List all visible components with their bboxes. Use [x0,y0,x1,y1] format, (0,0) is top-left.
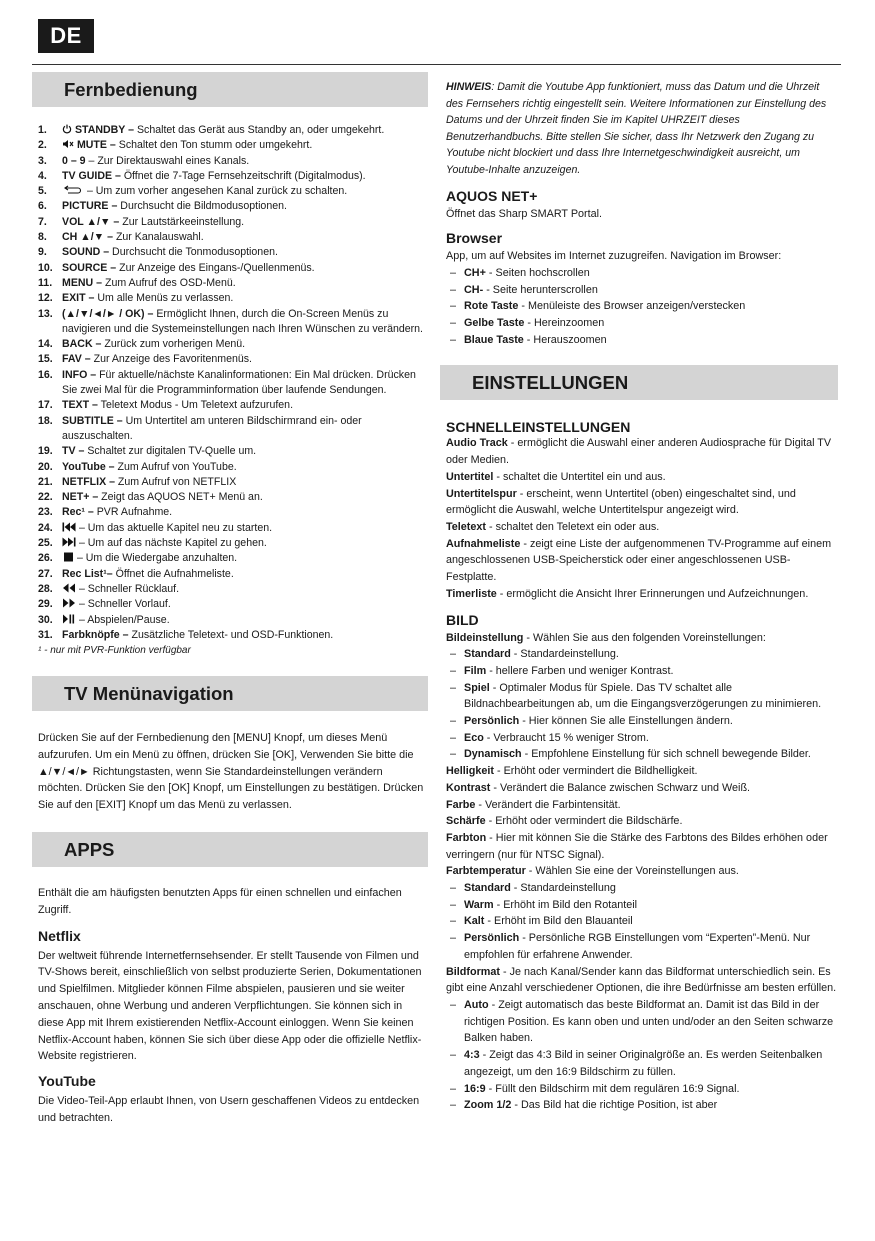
remote-item [38,628,428,643]
setting-item [440,830,838,863]
item-term: Gelbe Taste [464,317,525,330]
item-number: 1. [38,124,47,136]
list-item [446,1081,838,1098]
youtube-heading: YouTube [38,1073,96,1090]
item-key: TEXT – [62,399,98,412]
netflix-text: Der weltweit führende Internetfernsehsender. Er stellt Tausende von Filmen und TV-Shows bereit, einschließlich von selbst produzierte Serien, Dokumentationen und Spielfilmen. Mitglieder können Filme abspielen, pausieren und sie weiter anschauen, ohne Werbung und anderen Verpflichtungen. Sie können sich in diese App mit Ihrem existierenden Netflix-Account einloggen. Wenn Sie keinen Netflix-Account haben, können Sie sich über diese App oder die offizielle Netflix-Website registrieren. [38,949,422,1063]
setting-item [440,780,838,797]
item-desc: - Verbraucht 15 % weniger Strom. [483,731,649,744]
item-key: Rec List¹– [62,567,113,580]
remote-item [38,444,428,459]
note-label: HINWEIS [446,81,492,93]
setting-item [440,519,838,536]
item-number: 25. [38,537,53,550]
item-term: CH- [464,283,484,296]
item-number: 26. [38,552,53,565]
remote-item [38,307,428,338]
item-number: 24. [38,521,53,534]
item-term: 4:3 [464,1049,480,1062]
item-key: NETFLIX – [62,475,115,488]
item-number: 10. [38,261,53,274]
stop-icon [62,552,74,564]
item-number: 11. [38,276,53,289]
item-number: 23. [38,506,53,519]
list-item [446,897,838,914]
item-desc: Zur Lautstärkeeinstellung. [119,215,245,228]
schnell-heading: SCHNELLEINSTELLUNGEN [446,419,631,436]
list-item [446,880,838,897]
setting-item [440,469,838,486]
item-term: Blaue Taste [464,333,524,346]
item-term: 16:9 [464,1082,486,1095]
item-desc: - Hereinzoomen [524,317,605,330]
remote-item [38,245,428,260]
youtube-note [440,79,838,179]
item-number: 4. [38,169,47,182]
item-desc: - Seite herunterscrollen [483,283,598,296]
item-term: Audio Track [446,437,508,450]
item-number: 27. [38,567,53,580]
item-desc: Für aktuelle/nächste Kanalinformationen: Ein Mal drücken. Drücken Sie zwei Mal für die Programminformation über laufende Sendungen. [62,368,416,397]
bild-heading: BILD [446,611,479,628]
remote-item [38,154,428,169]
item-desc: - Seiten hochscrollen [485,266,590,279]
section-title-fernbedienung: Fernbedienung [32,72,428,107]
setting-item [440,486,838,519]
setting-item [440,435,838,468]
item-term: Persönlich [464,932,520,945]
item-number: 20. [38,460,53,473]
item-key: MENU – [62,276,103,289]
quick-settings-list [440,435,838,602]
item-number: 13. [38,307,53,320]
dash-bullet: – [450,748,457,761]
dash-bullet: – [450,283,457,296]
apps-intro: Enthält die am häufigsten benutzten Apps für einen schnellen und einfachen Zugriff. [38,887,402,916]
remote-item [38,230,428,245]
skip-forward-icon [62,537,76,549]
item-number: 29. [38,598,53,611]
item-number: 31. [38,628,53,641]
list-item [446,1097,838,1114]
item-key: Rec¹ – [62,506,94,519]
dash-bullet: – [450,664,457,677]
list-item [446,315,838,332]
remote-item [38,505,428,520]
browser-text: App, um auf Websites im Internet zuzugreifen. Navigation im Browser: [446,250,782,263]
dash-bullet: – [450,731,457,744]
item-desc: – Um zum vorher angesehen Kanal zurück zu schalten. [84,185,348,198]
item-term: Schärfe [446,815,486,828]
item-desc: - Standardeinstellung. [510,648,619,661]
list-item [446,713,838,730]
remote-item [38,215,428,230]
remote-item [38,184,428,199]
item-desc: Um alle Menüs zu verlassen. [94,292,234,305]
item-desc: - ermöglicht die Ansicht Ihrer Erinnerungen und Aufzeichnungen. [496,587,809,600]
item-desc: Zum Aufruf von YouTube. [114,460,237,473]
item-key: SUBTITLE – [62,414,123,427]
item-number: 22. [38,491,53,504]
color-temp-list [440,880,838,964]
item-term: Farbton [446,831,487,844]
remote-control-list [32,123,428,643]
item-number: 21. [38,475,53,488]
item-term: Farbtemperatur [446,865,526,878]
list-item [446,746,838,763]
section-title-apps: APPS [32,832,428,867]
item-key: TV GUIDE – [62,169,121,182]
item-desc: Öffnet die Aufnahmeliste. [112,567,234,580]
setting-item [440,536,838,586]
item-key: SOURCE – [62,261,117,274]
item-desc: - Herauszoomen [523,333,607,346]
dash-bullet: – [450,998,457,1011]
list-item [446,332,838,349]
setting-item [440,813,838,830]
item-desc: - schaltet den Teletext ein oder aus. [486,521,660,533]
item-desc: Teletext Modus - Um Teletext aufzurufen. [97,399,294,412]
remote-item [38,490,428,505]
remote-item [38,398,428,413]
item-key: CH ▲/▼ – [62,231,113,244]
item-key: (▲/▼/◄/► / OK) – [62,307,154,320]
item-number: 8. [38,231,47,244]
item-number: 6. [38,200,47,213]
item-desc: - Erhöht oder vermindert die Bildschärfe. [485,815,683,828]
remote-item [38,169,428,184]
remote-item [38,582,428,597]
list-item [446,646,838,663]
dash-bullet: – [450,898,457,911]
dash-bullet: – [450,681,457,694]
item-desc: Durchsucht die Tonmodusoptionen. [109,246,278,259]
item-desc: - Wählen Sie eine der Voreinstellungen aus. [525,865,739,878]
item-term: Farbe [446,798,476,811]
picture-preset-list [440,646,838,763]
item-key: VOL ▲/▼ – [62,215,120,228]
item-key: 0 – 9 [62,154,86,167]
language-badge: DE [38,19,94,53]
item-desc: - erscheint, wenn Untertitel (oben) eingeschaltet sind, und ermöglicht die Auswahl, welche Untertitelspur angezeigt wird. [446,487,796,517]
item-desc: Durchsucht die Bildmodusoptionen. [117,200,287,213]
list-item [446,680,838,713]
dash-bullet: – [450,1082,457,1095]
item-desc: - Erhöht im Bild den Rotanteil [493,898,638,911]
item-key: YouTube – [62,460,115,473]
item-number: 30. [38,613,53,626]
picture-settings-list [440,763,838,880]
remote-item [38,521,428,536]
item-desc: Schaltet das Gerät aus Standby an, oder umgekehrt. [134,124,385,136]
item-number: 9. [38,246,47,259]
remote-item [38,337,428,352]
item-term: Dynamisch [464,748,522,761]
item-desc: - Zeigt das 4:3 Bild in seiner Originalgröße an. Es werden Seitenbalken angezeigt, um den 16:9 Bildschirm zu füllen. [464,1049,823,1078]
item-desc: - Erhöht oder vermindert die Bildhelligkeit. [494,765,698,778]
setting-item [440,586,838,603]
aquos-text: Öffnet das Sharp SMART Portal. [446,207,603,220]
item-desc: - hellere Farben und weniger Kontrast. [486,664,674,677]
browser-list [440,265,838,349]
dash-bullet: – [450,1049,457,1062]
item-term: Auto [464,998,489,1011]
remote-item [38,536,428,551]
item-key: FAV – [62,353,91,366]
remote-item [38,123,428,138]
item-desc: – Schneller Rücklauf. [76,582,180,595]
item-key: MUTE – [76,139,116,152]
list-item [446,1047,838,1080]
dash-bullet: – [450,266,457,279]
recall-icon [62,185,84,197]
item-key: EXIT – [62,292,95,305]
item-desc: Schaltet zur digitalen TV-Quelle um. [84,445,257,458]
item-number: 19. [38,445,53,458]
item-number: 16. [38,368,53,381]
item-term: Standard [464,882,511,895]
item-term: Aufnahmeliste [446,537,521,550]
pvr-footnote: ¹ - nur mit PVR-Funktion verfügbar [38,645,191,657]
note-text: : Damit die Youtube App funktioniert, muss das Datum und die Uhrzeit des Fernsehers richtig eingestellt sein. Weitere Informationen zur Einstellung des Datums und der Uhrzeit finden Sie im Kapitel UHRZEIT dieses Benutzerhandbuchs. Bitte stellen Sie sicher, dass Ihr Netzwerk den Zugang zu Youtube nicht blockiert und dass Ihre Internetgeschwindigkeit ausreicht, um Youtube-Inhalte anzuzeigen. [446,81,827,176]
item-desc: - zeigt eine Liste der aufgenommenen TV-Programme auf einem angeschlossenen USB-Speicherstick oder einer angeschlossenen USB-Festplatte. [446,537,832,584]
fast-forward-icon [62,598,76,610]
item-term: Kontrast [446,781,491,794]
item-desc: - Zeigt automatisch das beste Bildformat an. Damit ist das Bild in der richtigen Position. Es kann oben und unten und/oder an den Seiten schwarze Balken haben. [464,998,834,1045]
remote-item [38,613,428,628]
item-number: 2. [38,139,47,152]
remote-item [38,199,428,214]
item-number: 28. [38,582,53,595]
item-term: Persönlich [464,715,520,728]
item-desc: PVR Aufnahme. [93,506,173,519]
power-icon [62,124,72,136]
item-number: 15. [38,353,53,366]
remote-item [38,414,428,445]
dash-bullet: – [450,915,457,928]
item-term: Untertitel [446,470,494,483]
item-desc: Zur Anzeige des Favoritenmenüs. [90,353,252,366]
item-desc: Zusätzliche Teletext- und OSD-Funktionen. [128,628,334,641]
item-desc: - Hier können Sie alle Einstellungen ändern. [519,715,733,728]
item-number: 17. [38,399,53,412]
aquos-heading: AQUOS NET+ [446,187,538,204]
item-key: NET+ – [62,491,99,504]
setting-item [440,797,838,814]
item-desc: - Erhöht im Bild den Blauanteil [484,915,633,928]
item-desc: - Verändert die Balance zwischen Schwarz und Weiß. [490,781,751,794]
remote-item [38,138,428,153]
section-title-tv-menu: TV Menünavigation [32,676,428,711]
item-desc: - Menüleiste des Browser anzeigen/verstecken [518,300,746,313]
play-pause-icon [62,614,76,626]
dash-bullet: – [450,333,457,346]
dash-bullet: – [450,648,457,661]
remote-item [38,352,428,367]
youtube-text: Die Video-Teil-App erlaubt Ihnen, von Usern geschaffenen Videos zu entdecken und betrachten. [38,1095,420,1125]
item-term: Rote Taste [464,300,519,313]
remote-item [38,368,428,399]
setting-item [440,763,838,780]
list-item [446,913,838,930]
list-item [446,265,838,282]
item-desc: - Hier mit können Sie die Stärke des Farbtons des Bildes erhöhen oder verringern (nur für NTSC Signal). [446,831,828,861]
dash-bullet: – [450,882,457,895]
picture-format-list [440,997,838,1114]
list-item [446,282,838,299]
item-desc: – Um das aktuelle Kapitel neu zu starten. [76,521,273,534]
remote-item [38,567,428,582]
item-desc: Öffnet die 7-Tage Fernsehzeitschrift (Digitalmodus). [120,169,366,182]
item-desc: Zur Kanalauswahl. [113,231,204,244]
dash-bullet: – [450,1099,457,1112]
item-desc: - Empfohlene Einstellung für sich schnell bewegende Bilder. [521,748,811,761]
item-key: TV – [62,445,85,458]
item-number: 3. [38,154,47,167]
item-desc: Zum Aufruf von NETFLIX [114,475,237,488]
item-key: INFO – [62,368,97,381]
section-title-einstellungen: EINSTELLUNGEN [440,365,838,400]
item-desc: Schaltet den Ton stumm oder umgekehrt. [115,139,313,152]
item-desc: – Zur Direktauswahl eines Kanals. [85,154,250,167]
item-desc: - Standardeinstellung [510,882,616,895]
item-desc: – Schneller Vorlauf. [76,598,171,611]
item-desc: - ermöglicht die Auswahl einer anderen Audiosprache für Digital TV oder Medien. [446,437,832,467]
item-desc: – Um die Wiedergabe anzuhalten. [74,552,238,565]
left-column [32,72,428,1127]
item-desc: – Um auf das nächste Kapitel zu gehen. [76,537,267,550]
browser-heading: Browser [446,230,503,247]
item-term: Spiel [464,681,490,694]
item-desc: Zum Aufruf des OSD-Menü. [102,276,236,289]
netflix-heading: Netflix [38,927,81,944]
tv-menu-text: Drücken Sie auf der Fernbedienung den [MENU] Knopf, um dieses Menü aufzurufen. Um ein Menü zu öffnen, drücken Sie [OK], Verwenden Sie bitte die ▲/▼/◄/► Richtungstasten, wenn Sie Standardeinstellungen verändern möchten. Drücken Sie den [OK] Knopf, um Einstellungen zu bestätigen. Drücken Sie auf den [EXIT] Knopf um das Menü zu verlassen. [38,732,424,812]
item-desc: Zurück zum vorherigen Menü. [101,338,246,351]
skip-back-icon [62,522,76,534]
item-term: Untertitelspur [446,487,517,500]
item-desc: - Persönliche RGB Einstellungen vom “Experten”-Menü. Nur empfohlen für erfahrene Anwender. [464,932,811,961]
item-key: PICTURE – [62,200,118,213]
item-key: Farbknöpfe – [62,628,129,641]
item-desc: Zur Anzeige des Eingans-/Quellenmenüs. [116,261,315,274]
list-item [446,298,838,315]
remote-item [38,276,428,291]
mute-icon [62,139,74,151]
header-divider [32,64,841,65]
item-term: Eco [464,731,484,744]
item-term: Helligkeit [446,765,495,778]
item-desc: Zeigt das AQUOS NET+ Menü an. [98,491,263,504]
item-term: Film [464,664,487,677]
list-item [446,997,838,1047]
item-desc: – Abspielen/Pause. [76,613,170,626]
item-term: Standard [464,648,511,661]
list-item [446,730,838,747]
remote-item [38,551,428,566]
item-desc: Um Untertitel am unteren Bildschirmrand ein- oder auszuschalten. [62,414,362,442]
item-desc: - Verändert die Farbintensität. [475,798,621,811]
item-desc: Ermöglicht Ihnen, durch die On-Screen Menüs zu navigieren und die Systemeinstellungen nach Ihren Wünschen zu verändern. [62,307,423,335]
item-number: 18. [38,414,53,427]
list-item [446,663,838,680]
remote-item [38,460,428,475]
dash-bullet: – [450,932,457,945]
item-term: Timerliste [446,587,497,600]
item-term: Zoom 1/2 [464,1099,512,1112]
item-number: 5. [38,185,47,198]
setting-item [440,863,838,880]
item-number: 12. [38,292,53,305]
remote-item [38,291,428,306]
item-desc: - Das Bild hat die richtige Position, ist aber [511,1099,718,1112]
dash-bullet: – [450,300,457,313]
item-term: Teletext [446,521,487,533]
dash-bullet: – [450,317,457,330]
item-number: 7. [38,215,47,228]
list-item [446,930,838,963]
item-term: CH+ [464,266,486,279]
dash-bullet: – [450,715,457,728]
right-column [440,79,838,1114]
item-term: Kalt [464,915,485,928]
bildformat-text: Bildformat - Je nach Kanal/Sender kann das Bildformat unterschiedlich sein. Es gibt eine Anzahl verschiedener Optionen, die ihre Bedürfnisse am besten erfüllen. [446,965,837,995]
item-number: 14. [38,338,53,351]
rewind-icon [62,583,76,595]
item-desc: - schaltet die Untertitel ein und aus. [493,470,666,483]
item-desc: - Füllt den Bildschirm mit dem regulären 16:9 Signal. [485,1082,740,1095]
remote-item [38,475,428,490]
item-desc: - Optimaler Modus für Spiele. Das TV schaltet alle Bildnachbearbeitungen ab, um die Eingangsverzögerungen zu minimieren. [464,681,822,711]
item-key: SOUND – [62,246,110,259]
bildeinstellung-text: Bildeinstellung - Wählen Sie aus den folgenden Voreinstellungen: [446,631,766,644]
remote-item [38,597,428,612]
item-key: STANDBY – [74,124,135,136]
item-key: BACK – [62,338,102,351]
remote-item [38,261,428,276]
item-term: Warm [464,898,494,911]
